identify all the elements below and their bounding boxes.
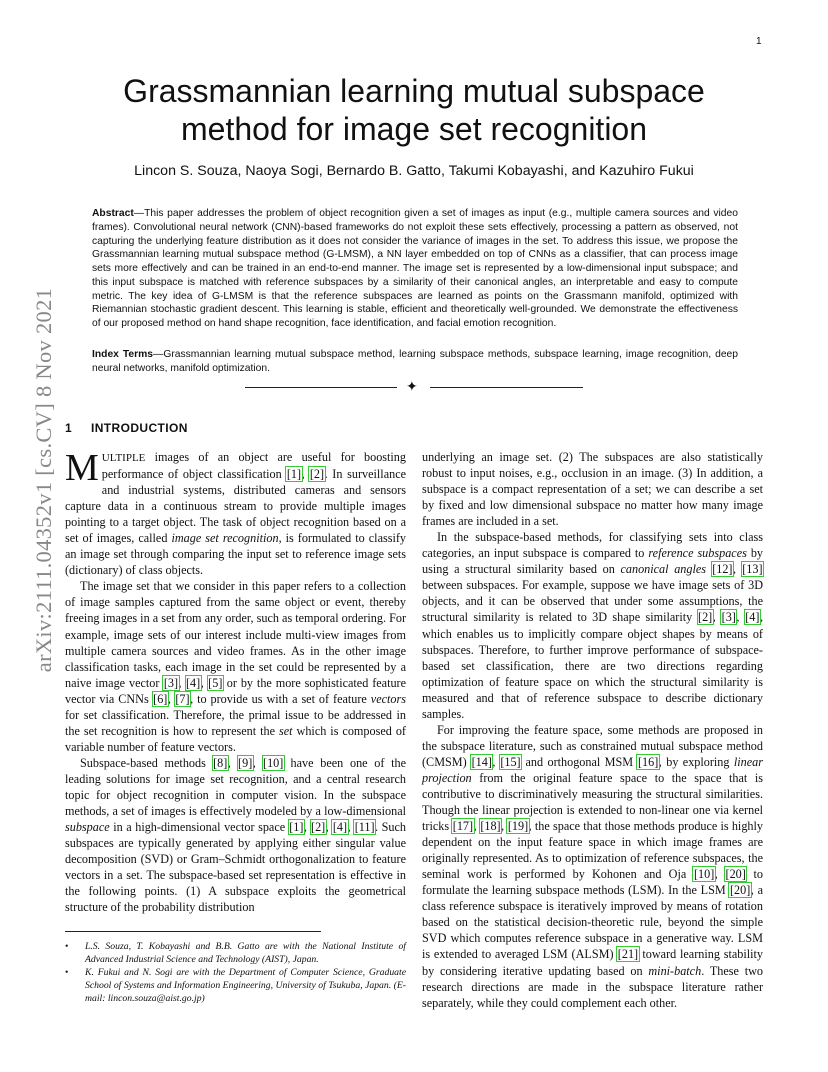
paper-title: Grassmannian learning mutual subspace method for image set recognition — [123, 73, 705, 147]
paragraph: In the subspace-based methods, for classifying sets into class categories, an input subspace is compared to reference subspaces by using a structural similarity based on canonical angles [12], [13] between subspaces. For example, suppose we have image sets of 3D objects, and it can be observed that under some assumptions, the structural similarity is related to 3D shape similarity [2], [3], [4], which enables us to implicitly compare object shapes by means of subspaces. Therefore, to further improve performance of subspace-based set classification, there are two directions regarding optimization of feature space on which the structural similarity is measured and that of reference subspace to describe dictionary samples. — [422, 530, 764, 721]
citation-link[interactable]: [3] — [163, 675, 179, 690]
paragraph: The image set that we consider in this paper refers to a collection of image samples captured from the same object or event, thereby freeing images in a set from any order, such as temporal ordering. For example, image sets of our interest include multi-view images from multiple camera sources and video frames. As in the other image classification tasks, each image in the set could be represented by a naive image vector [3], [4], [5] or by the more sophisticated feature vector via CNNs [6], [7], to provide us with a set of feature vectors for set classification. Therefore, the primal issue to be addressed in the set recognition is how to represent the set which is composed of variable number of feature vectors. — [65, 579, 407, 754]
citation-link[interactable]: [2] — [698, 610, 713, 625]
citation-link[interactable]: [18] — [480, 819, 501, 834]
body-column-right — [422, 449, 763, 1011]
drop-cap: M — [65, 447, 99, 489]
footnote: • L.S. Souza, T. Kobayashi and B.B. Gatto are with the National Institute of Advanced Industrial Science and Technology (AIST), Japan. — [65, 941, 406, 965]
section-heading — [65, 421, 188, 435]
section-number: 1 — [65, 421, 73, 435]
citation-link[interactable]: [4] — [332, 820, 348, 835]
footnote-text: L.S. Souza, T. Kobayashi and B.B. Gatto are with the National Institute of Advanced Industrial Science and Technology (AIST), Japan. — [85, 941, 406, 965]
index-terms-label: Index Terms — [92, 349, 154, 360]
paragraph: MULTIPLE images of an object are useful for boosting performance of object classification [1], [2]. In surveillance and industrial systems, distributed cameras and sensors capture data in a continuous stream to provide multiple images pointing to a target object. The task of object recognition based on a set of images, called image set recognition, is formulated to classify an image set through comparing the input set to reference image sets (dictionary) of class objects. — [65, 447, 407, 578]
citation-link[interactable]: [7] — [175, 691, 190, 706]
citation-link[interactable]: [4] — [186, 675, 201, 690]
citation-link[interactable]: [1] — [286, 467, 302, 482]
citation-link[interactable]: [16] — [637, 754, 659, 769]
separator-right — [430, 387, 583, 388]
citation-link[interactable]: [8] — [213, 755, 228, 770]
citation-link[interactable]: [11] — [354, 820, 375, 835]
citation-link[interactable]: [19] — [507, 819, 529, 834]
citation-link[interactable]: [14] — [471, 754, 492, 769]
citation-link[interactable]: [20] — [725, 867, 746, 882]
footnote-rule — [65, 931, 321, 932]
citation-link[interactable]: [6] — [153, 691, 168, 706]
paragraph: underlying an image set. (2) The subspaces are also statistically robust to input noises, e.g., occlusion in an image. (3) In addition, a subspace is a compact representation of a set; we can describe a set by fixed and low dimensional subspace no matter how many image frames are included in a set. — [422, 450, 763, 529]
paragraph: Subspace-based methods [8], [9], [10] have been one of the leading solutions for image set recognition, and a central research topic for object recognition in computer vision. In the subspace methods, a set of images is effectively modeled by a low-dimensional subspace in a high-dimensional vector space [1], [2], [4], [11]. Such subspaces are typically generated by applying either singular value decomposition (SVD) or Gram–Schmidt orthogonalization to feature vectors in a set. The subspace-based set representation is effective in the following points. (1) A subspace exploits the geometrical structure of the probability distribution — [65, 755, 407, 915]
citation-link[interactable]: [10] — [693, 867, 715, 882]
citation-link[interactable]: [15] — [500, 754, 521, 769]
citation-link[interactable]: [12] — [712, 562, 733, 577]
citation-link[interactable]: [3] — [721, 610, 736, 625]
body-column-left — [65, 449, 406, 915]
section-title: INTRODUCTION — [91, 421, 188, 435]
citation-link[interactable]: [21] — [617, 947, 639, 962]
paragraph: For improving the feature space, some methods are proposed in the subspace literature, such as constrained mutual subspace method (CMSM) [14], [15] and orthogonal MSM [16], by exploring linear projection from the original feature space to the space that is contributive to discriminatively measuring the structural similarities. Though the linear projection is extended to non-linear one via kernel tricks [17], [18], [19], the space that those methods produce is highly dependent on the input feature space in which image frames are originally represented. As to optimization of reference subspaces, the seminal work is performed by Kohonen and Oja [10], [20] to formulate the learning subspace methods (LSM). In the LSM [20], a class reference subspace is iteratively improved by means of rotation based on the statistical decision-theoretic rule, beyond the simple SVD which computes reference subspace in a generative way. LSM is extended to averaged LSM (ALSM) [21] toward learning stability by considering iterative updating based on mini-batch. These two research directions are made in the subspace literature rather separately, while they could complement each other. — [422, 722, 764, 1010]
diamond-separator-icon: ✦ — [406, 379, 418, 395]
arxiv-stamp: arXiv:2111.04352v1 [cs.CV] 8 Nov 2021 — [31, 287, 56, 673]
abstract-text: —This paper addresses the problem of object recognition given a set of images as input (e.g., multiple camera sources and video frames). Convolutional neural network (CNN)-based frameworks do not exploit these sets effectively, processing a pattern as observed, not capturing the underlying feature distribution as it does not consider the variance of images in the set. To address this issue, we propose the Grassmannian learning mutual subspace method (G-LMSM), a NN layer embedded on top of CNNs as a classifier, that can process image sets more effectively and can be trained in an end-to-end manner. The image set is represented by a low-dimensional input subspace; and this input subspace is matched with reference subspaces by a similarity of their canonical angles, an interpretable and easy to compute metric. The key idea of G-LMSM is that the reference subspaces are learned as points on the Grassmann manifold, optimized with Riemannian stochastic gradient descent. This learning is stable, efficient and theoretically well-grounded. We demonstrate the effectiveness of our proposed method on hand shape recognition, face identification, and facial emotion recognition. — [92, 208, 738, 329]
page-number: 1 — [756, 36, 762, 47]
citation-link[interactable]: [4] — [745, 610, 760, 625]
footnote: • K. Fukui and N. Sogi are with the Department of Computer Science, Graduate School of Systems and Information Engineering, University of Tsukuba, Japan. (E-mail: lincon.souza@aist.go.jp) — [65, 967, 406, 1004]
citation-link[interactable]: [5] — [208, 675, 223, 690]
index-terms-text: —Grassmannian learning mutual subspace method, learning subspace methods, subspace learning, image recognition, deep neural networks, manifold optimization. — [92, 349, 738, 374]
footnote-text: K. Fukui and N. Sogi are with the Department of Computer Science, Graduate School of Systems and Information Engineering, University of Tsukuba, Japan. (E-mail: lincon.souza@aist.go.jp) — [85, 967, 406, 1004]
citation-link[interactable]: [9] — [238, 755, 253, 770]
citation-link[interactable]: [13] — [742, 562, 763, 577]
citation-link[interactable]: [1] — [289, 820, 304, 835]
author-list: Lincon S. Souza, Naoya Sogi, Bernardo B. Gatto, Takumi Kobayashi, and Kazuhiro Fukui — [134, 163, 694, 179]
citation-link[interactable]: [2] — [311, 820, 326, 835]
citation-link[interactable]: [2] — [309, 467, 325, 482]
citation-link[interactable]: [20] — [729, 883, 751, 898]
separator-left — [245, 387, 397, 388]
abstract-label: Abstract — [92, 208, 134, 219]
index-terms — [92, 348, 738, 376]
citation-link[interactable]: [17] — [452, 819, 474, 834]
citation-link[interactable]: [10] — [263, 755, 284, 770]
abstract — [92, 207, 738, 331]
